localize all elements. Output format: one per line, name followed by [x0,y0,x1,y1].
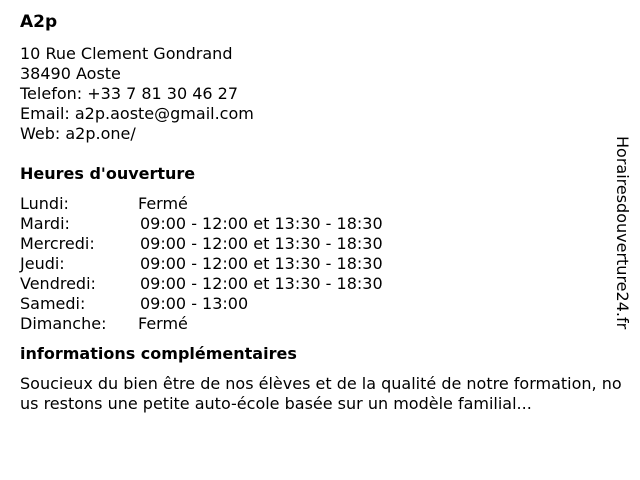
day-label: Mardi: [20,214,70,233]
hours-row-mercredi [20,234,620,254]
hours-row-samedi [20,294,620,314]
site-watermark: Horairesdouverture24.fr [613,136,632,330]
additional-info-heading: informations complémentaires [20,344,297,363]
time-value: 09:00 - 12:00 et 13:30 - 18:30 [140,254,383,273]
day-label: Mercredi: [20,234,95,253]
hours-row-vendredi [20,274,620,294]
address-street: 10 Rue Clement Gondrand [20,44,233,63]
time-value: 09:00 - 13:00 [140,294,249,313]
day-label: Samedi: [20,294,86,313]
time-value: Fermé [138,314,188,333]
email-address: Email: a2p.aoste@gmail.com [20,104,254,123]
business-card [20,12,620,414]
day-label: Vendredi: [20,274,96,293]
time-value: 09:00 - 12:00 et 13:30 - 18:30 [140,234,383,253]
day-label: Lundi: [20,194,69,213]
phone-number: Telefon: +33 7 81 30 46 27 [20,84,239,103]
time-value: Fermé [138,194,188,213]
business-name: A2p [20,12,58,32]
additional-info-text: Soucieux du bien être de nos élèves et de la qualité de notre formation, nous restons une petite auto-école basée sur un modèle familial... [20,374,622,413]
hours-row-mardi [20,214,620,234]
time-value: 09:00 - 12:00 et 13:30 - 18:30 [140,274,383,293]
opening-hours-heading: Heures d'ouverture [20,164,196,183]
address-city: 38490 Aoste [20,64,121,83]
website: Web: a2p.one/ [20,124,136,143]
hours-row-jeudi [20,254,620,274]
hours-row-lundi [20,194,620,214]
hours-row-dimanche [20,314,620,334]
day-label: Jeudi: [20,254,65,273]
time-value: 09:00 - 12:00 et 13:30 - 18:30 [140,214,383,233]
opening-hours-table [20,194,620,334]
day-label: Dimanche: [20,314,107,333]
